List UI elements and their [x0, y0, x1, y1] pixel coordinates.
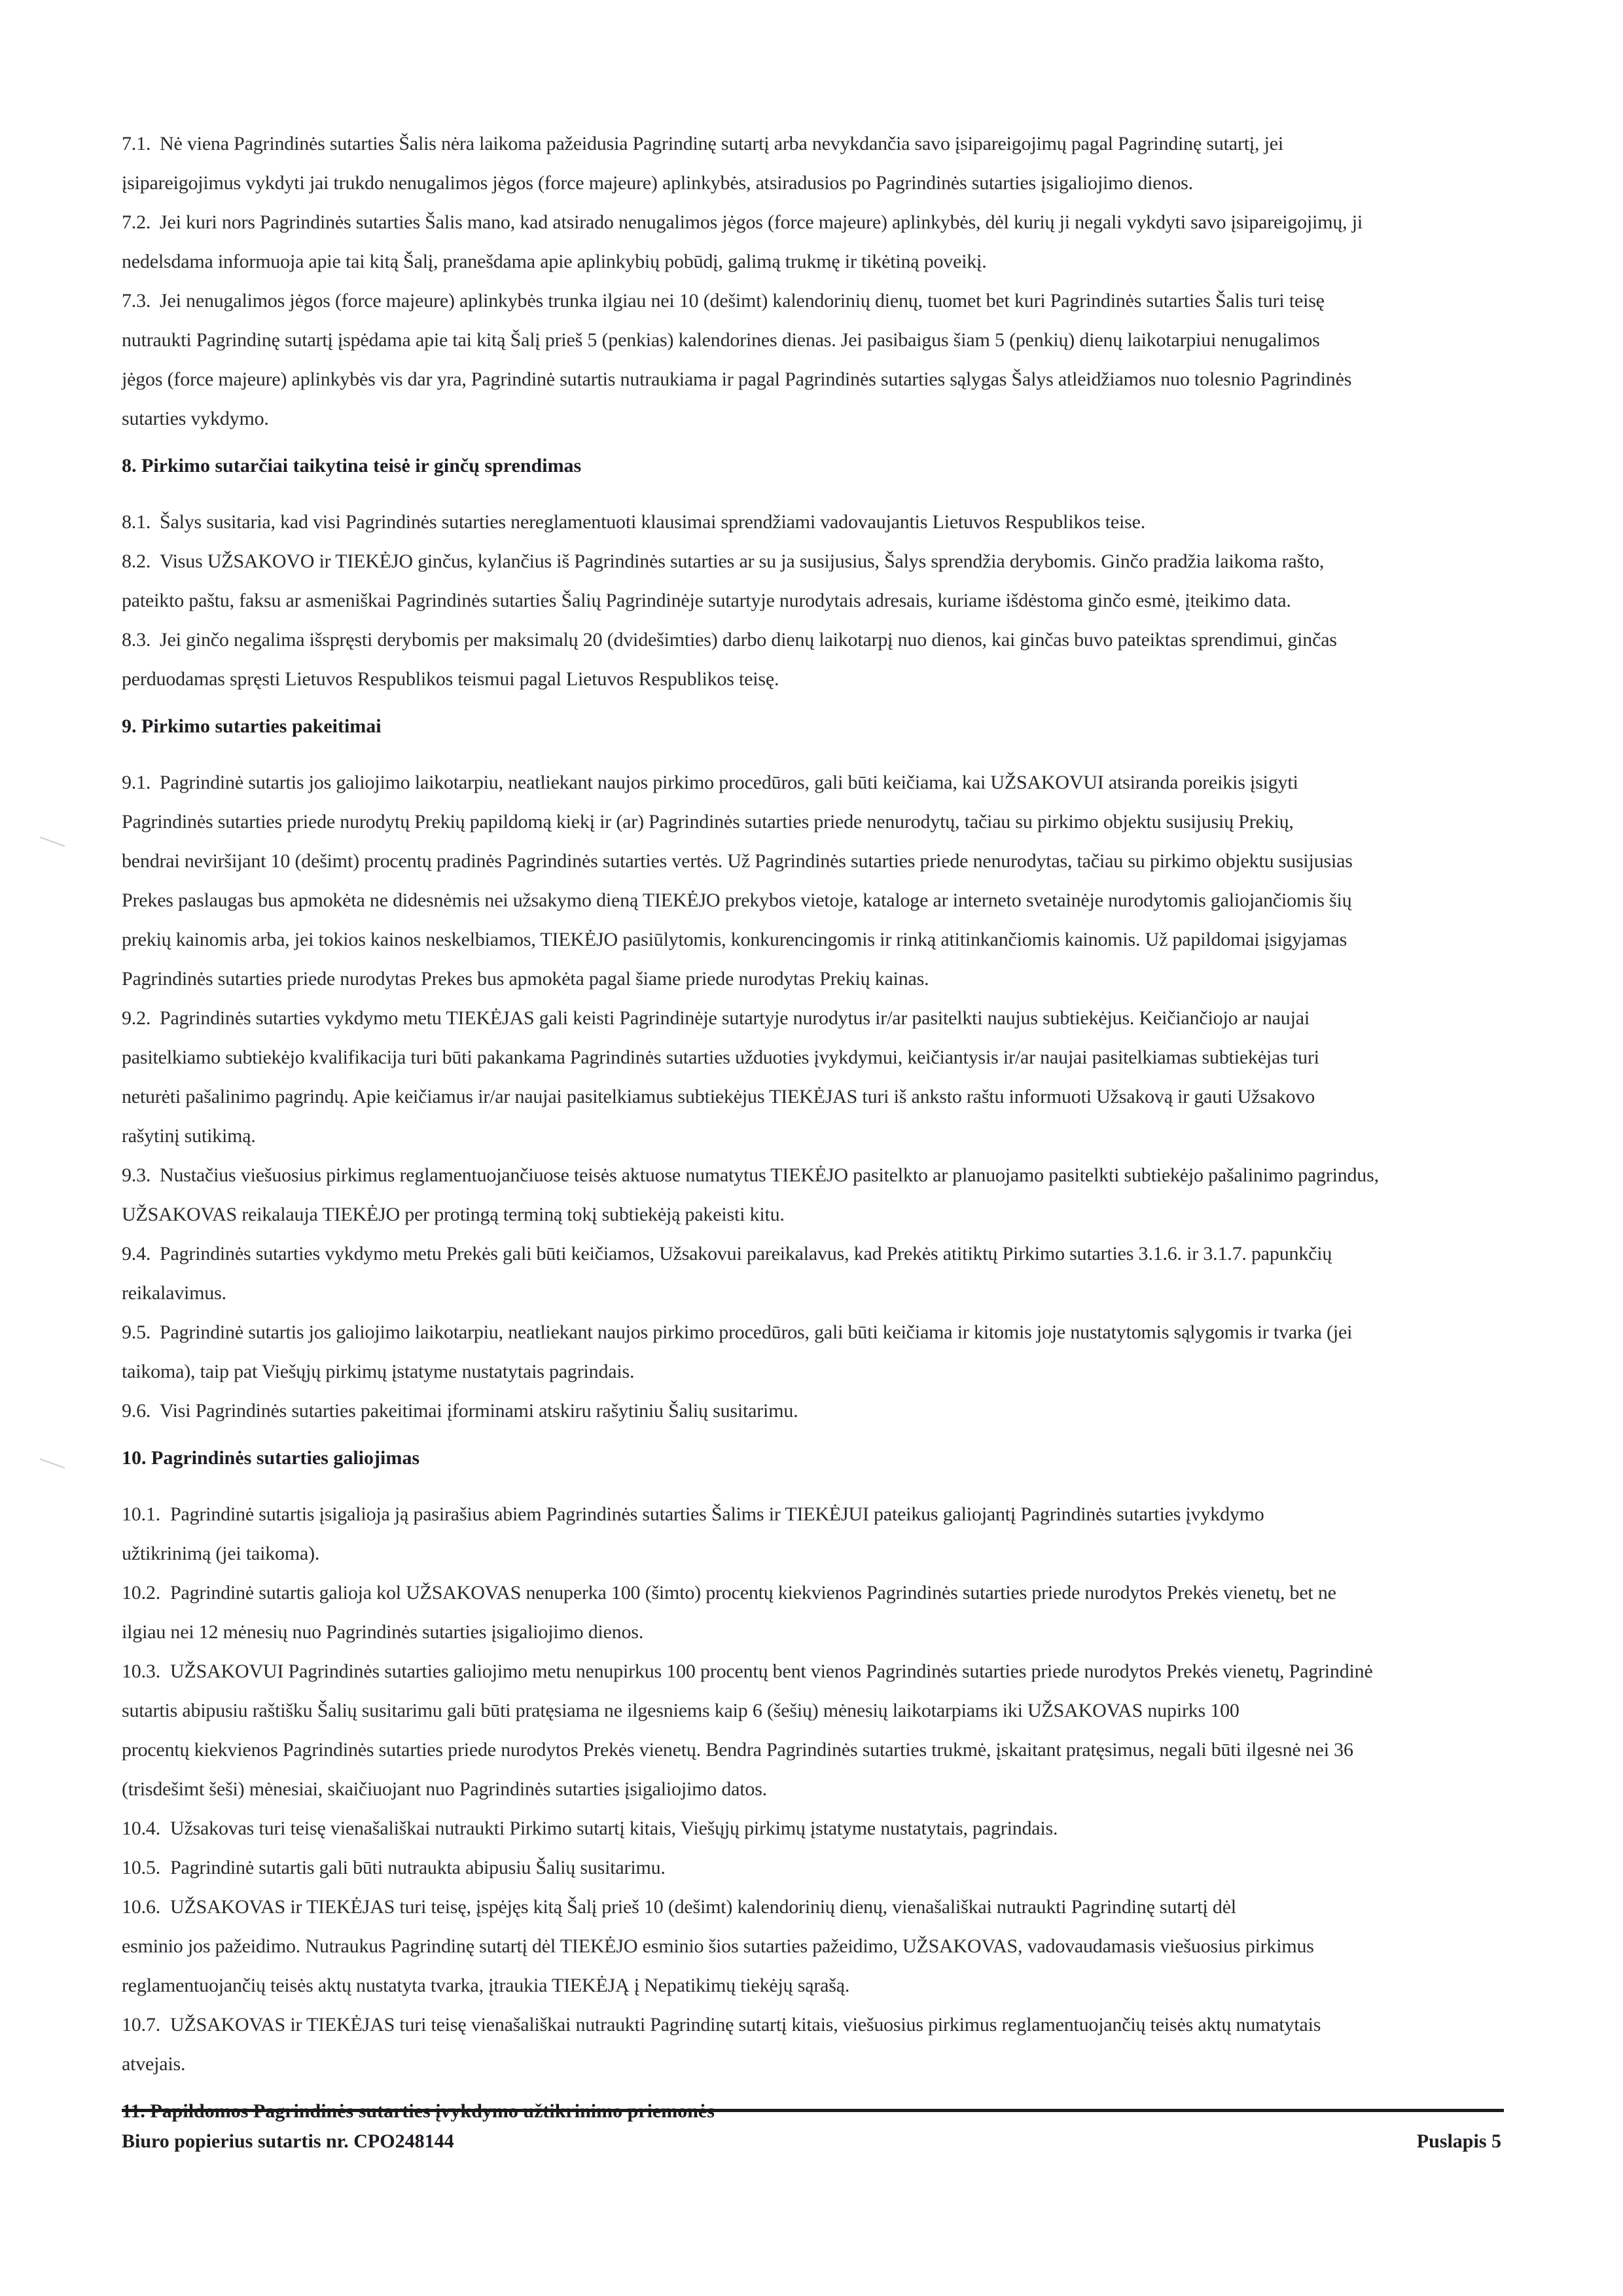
footer-page-number: Puslapis 5 [1416, 2130, 1501, 2152]
clause-number: 10.6. [122, 1896, 161, 1918]
clause-line [122, 842, 1509, 881]
clause-text: reikalavimus. [122, 1282, 226, 1304]
clause-number: 8.3. [122, 629, 151, 651]
clause-number: 10.4. [122, 1818, 161, 1839]
clause-text: Visus UŽSAKOVO ir TIEKĖJO ginčus, kylančius iš Pagrindinės sutarties ar su ja susijusius, Šalys sprendžia derybomis. Ginčo pradžia laikoma rašto, [160, 550, 1325, 572]
clause-line [122, 1613, 1509, 1652]
clause-text: Prekes paslaugas bus apmokėta ne didesnėmis nei užsakymo dieną TIEKĖJO prekybos vietoje, kataloge ar interneto svetainėje nurodytomis galiojančiomis šių [122, 889, 1352, 911]
clause-line [122, 802, 1509, 842]
clause-number: 9.1. [122, 772, 151, 793]
clause-text: perduodamas spręsti Lietuvos Respublikos teismui pagal Lietuvos Respublikos teisę. [122, 668, 779, 690]
clause-line [122, 1391, 1509, 1431]
clause-paragraph [122, 503, 1509, 542]
clause-text: sutarties vykdymo. [122, 408, 269, 429]
clause-text: procentų kiekvienos Pagrindinės sutarties priede nurodytos Prekės vienetų. Bendra Pagrindinės sutarties trukmė, įskaitant pratęsimus, negali būti ilgesnė nei 36 [122, 1739, 1353, 1761]
clause-text: UŽSAKOVAS ir TIEKĖJAS turi teisę vienašališkai nutraukti Pagrindinę sutartį kitais, viešuosius pirkimus reglamentuojančių teisės aktų numatytais [170, 2014, 1321, 2036]
section-heading: 10. Pagrindinės sutarties galiojimas [122, 1447, 419, 1469]
clause-line [122, 321, 1509, 360]
clause-line [122, 1573, 1509, 1613]
clause-text: Visi Pagrindinės sutarties pakeitimai įforminami atskiru rašytiniu Šalių susitarimu. [160, 1400, 798, 1422]
clause-number: 7.2. [122, 211, 151, 233]
clause-number: 9.2. [122, 1007, 151, 1029]
clause-line [122, 1888, 1509, 1927]
document-page [122, 124, 1509, 2125]
clause-text: Pagrindinė sutartis gali būti nutraukta abipusiu Šalių susitarimu. [170, 1857, 666, 1878]
section-heading: 8. Pirkimo sutarčiai taikytina teisė ir ginčų sprendimas [122, 455, 582, 476]
clause-number: 10.5. [122, 1857, 161, 1878]
clause-line [122, 1117, 1509, 1156]
clause-text: įsipareigojimus vykdyti jai trukdo nenugalimos jėgos (force majeure) aplinkybės, atsiradusios po Pagrindinės sutarties įsigaliojimo dienos. [122, 172, 1193, 194]
clause-paragraph [122, 1573, 1509, 1652]
footer-divider [122, 2109, 1504, 2112]
clause-line [122, 164, 1509, 203]
clause-paragraph [122, 1156, 1509, 1234]
clause-line [122, 2045, 1509, 2084]
clause-line [122, 503, 1509, 542]
clause-text: Pagrindinė sutartis galioja kol UŽSAKOVAS nenuperka 100 (šimto) procentų kiekvienos Pagrindinės sutarties priede nurodytos Prekės vienetų, bet ne [170, 1582, 1336, 1604]
clause-number: 10.3. [122, 1660, 161, 1682]
clause-text: (trisdešimt šeši) mėnesiai, skaičiuojant nuo Pagrindinės sutarties įsigaliojimo datos. [122, 1778, 767, 1800]
clause-text: jėgos (force majeure) aplinkybės vis dar yra, Pagrindinė sutartis nutraukiama ir pagal Pagrindinės sutarties sąlygas Šalys atleidžiamos nuo tolesnio Pagrindinės [122, 368, 1352, 390]
clause-line [122, 1809, 1509, 1848]
clause-line [122, 581, 1509, 620]
clause-number: 8.2. [122, 550, 151, 572]
clause-number: 9.5. [122, 1321, 151, 1343]
clause-paragraph [122, 1391, 1509, 1431]
clause-paragraph [122, 2005, 1509, 2084]
clause-text: Pagrindinė sutartis įsigalioja ją pasirašius abiem Pagrindinės sutarties Šalims ir TIEKĖJUI pateikus galiojantį Pagrindinės sutarties įvykdymo [170, 1503, 1264, 1525]
clause-line [122, 124, 1509, 164]
clause-line [122, 920, 1509, 960]
clause-number: 9.6. [122, 1400, 151, 1422]
clause-line [122, 1274, 1509, 1313]
clause-line [122, 1652, 1509, 1691]
clause-line [122, 2005, 1509, 2045]
clause-text: Užsakovas turi teisę vienašališkai nutraukti Pirkimo sutartį kitais, Viešųjų pirkimų įstatyme nustatytais, pagrindais. [170, 1818, 1058, 1839]
clause-paragraph [122, 620, 1509, 699]
clause-text: sutartis abipusiu raštišku Šalių susitarimu gali būti pratęsiama ne ilgesniems kaip 6 (šešių) mėnesių laikotarpiams iki UŽSAKOVAS nupirks 100 [122, 1700, 1240, 1721]
clause-text: taikoma), taip pat Viešųjų pirkimų įstatyme nustatytais pagrindais. [122, 1361, 635, 1382]
clause-line [122, 399, 1509, 439]
clause-line [122, 1770, 1509, 1809]
clause-line [122, 999, 1509, 1038]
clause-paragraph [122, 1848, 1509, 1888]
scan-artifact [40, 836, 65, 847]
clause-number: 9.3. [122, 1164, 151, 1186]
clause-text: UŽSAKOVAS reikalauja TIEKĖJO per protingą terminą tokį subtiekėją pakeisti kitu. [122, 1204, 785, 1225]
clause-number: 10.7. [122, 2014, 161, 2036]
clause-text: bendrai neviršijant 10 (dešimt) procentų pradinės Pagrindinės sutarties vertės. Už Pagrindinės sutarties priede nenurodytas, tačiau su pirkimo objektu susijusias [122, 850, 1353, 872]
clause-line [122, 1731, 1509, 1770]
clause-number: 8.1. [122, 511, 151, 533]
clause-line [122, 1927, 1509, 1966]
clause-text: ilgiau nei 12 mėnesių nuo Pagrindinės sutarties įsigaliojimo dienos. [122, 1621, 644, 1643]
clause-text: Pagrindinės sutarties priede nurodytas Prekes bus apmokėta pagal šiame priede nurodytas Prekių kainas. [122, 968, 929, 990]
clause-line [122, 203, 1509, 242]
clause-line [122, 660, 1509, 699]
clause-paragraph [122, 203, 1509, 281]
clause-number: 7.3. [122, 290, 151, 312]
clause-text: rašytinį sutikimą. [122, 1125, 256, 1147]
clause-line [122, 360, 1509, 399]
clause-paragraph [122, 763, 1509, 999]
clause-text: prekių kainomis arba, jei tokios kainos neskelbiamos, TIEKĖJO pasiūlytomis, konkurencingomis ir rinką atitinkančiomis kainomis. Už papildomai įsigyjamas [122, 929, 1347, 950]
clause-line [122, 1313, 1509, 1352]
clause-line [122, 1077, 1509, 1117]
clause-text: Nustačius viešuosius pirkimus reglamentuojančiuose teisės aktuose numatytus TIEKĖJO pasitelkto ar planuojamo pasitelkti subtiekėjo pašalinimo pagrindus, [160, 1164, 1379, 1186]
clause-text: esminio jos pažeidimo. Nutraukus Pagrindinę sutartį dėl TIEKĖJO esminio šios sutarties pažeidimo, UŽSAKOVAS, vadovaudamasis viešuosius pirkimus [122, 1935, 1314, 1957]
clause-paragraph [122, 542, 1509, 620]
footer-contract-number: Biuro popierius sutartis nr. CPO248144 [122, 2130, 454, 2152]
clause-paragraph [122, 1234, 1509, 1313]
clause-text: Nė viena Pagrindinės sutarties Šalis nėra laikoma pažeidusia Pagrindinę sutartį arba nevykdančia savo įsipareigojimų pagal Pagrindinę sutartį, jei [160, 133, 1283, 154]
clause-line [122, 1966, 1509, 2005]
section-8 [122, 453, 1509, 699]
clause-text: Šalys susitaria, kad visi Pagrindinės sutarties nereglamentuoti klausimai sprendžiami vadovaujantis Lietuvos Respublikos teise. [160, 511, 1145, 533]
clause-line [122, 960, 1509, 999]
clause-text: neturėti pašalinimo pagrindų. Apie keičiamus ir/ar naujai pasitelkiamus subtiekėjus TIEKĖJAS turi iš anksto raštu informuoti Užsakovą ir gauti Užsakovo [122, 1086, 1315, 1107]
scan-artifact [40, 1458, 65, 1469]
section-7 [122, 124, 1509, 439]
clause-paragraph [122, 124, 1509, 203]
clause-text: atvejais. [122, 2053, 186, 2075]
clause-text: UŽSAKOVAS ir TIEKĖJAS turi teisę, įspėjęs kitą Šalį prieš 10 (dešimt) kalendorinių dienų, vienašališkai nutraukti Pagrindinę sutartį dėl [170, 1896, 1236, 1918]
clause-paragraph [122, 1888, 1509, 2005]
clause-line [122, 1534, 1509, 1573]
clause-text: Jei kuri nors Pagrindinės sutarties Šalis mano, kad atsirado nenugalimos jėgos (force majeure) aplinkybės, dėl kurių ji negali vykdyti savo įsipareigojimų, ji [160, 211, 1363, 233]
clause-number: 10.2. [122, 1582, 161, 1604]
clause-line [122, 242, 1509, 281]
clause-line [122, 1038, 1509, 1077]
clause-number: 9.4. [122, 1243, 151, 1265]
section-heading: 9. Pirkimo sutarties pakeitimai [122, 715, 382, 737]
clause-text: Pagrindinė sutartis jos galiojimo laikotarpiu, neatliekant naujos pirkimo procedūros, gali būti keičiama, kai UŽSAKOVUI atsiranda poreikis įsigyti [160, 772, 1298, 793]
clause-text: Pagrindinė sutartis jos galiojimo laikotarpiu, neatliekant naujos pirkimo procedūros, gali būti keičiama ir kitomis joje nustatytomis sąlygomis ir tvarka (jei [160, 1321, 1353, 1343]
clause-line [122, 763, 1509, 802]
clause-paragraph [122, 1495, 1509, 1573]
clause-paragraph [122, 999, 1509, 1156]
clause-text: užtikrinimą (jei taikoma). [122, 1543, 320, 1564]
clause-line [122, 620, 1509, 660]
clause-line [122, 1848, 1509, 1888]
clause-line [122, 1352, 1509, 1391]
clause-text: pateikto paštu, faksu ar asmeniškai Pagrindinės sutarties Šalių Pagrindinėje sutartyje nurodytais adresais, kuriame išdėstoma ginčo esmė, įteikimo data. [122, 590, 1291, 611]
clause-text: reglamentuojančių teisės aktų nustatyta tvarka, įtraukia TIEKĖJĄ į Nepatikimų tiekėjų sąrašą. [122, 1975, 850, 1996]
clause-text: Jei ginčo negalima išspręsti derybomis per maksimalų 20 (dvidešimties) darbo dienų laikotarpį nuo dienos, kai ginčas buvo pateiktas sprendimui, ginčas [160, 629, 1337, 651]
clause-line [122, 281, 1509, 321]
clause-text: Jei nenugalimos jėgos (force majeure) aplinkybės trunka ilgiau nei 10 (dešimt) kalendorinių dienų, tuomet bet kuri Pagrindinės sutarties Šalis turi teisę [160, 290, 1325, 312]
clause-number: 7.1. [122, 133, 151, 154]
clause-line [122, 881, 1509, 920]
clause-paragraph [122, 281, 1509, 439]
section-10 [122, 1445, 1509, 2084]
section-9 [122, 713, 1509, 1431]
clause-text: Pagrindinės sutarties vykdymo metu TIEKĖJAS gali keisti Pagrindinėje sutartyje nurodytus ir/ar pasitelkti naujus subtiekėjus. Keičiančiojo ar naujai [160, 1007, 1310, 1029]
clause-number: 10.1. [122, 1503, 161, 1525]
clause-line [122, 1495, 1509, 1534]
clause-line [122, 1234, 1509, 1274]
clause-line [122, 1195, 1509, 1234]
clause-text: nedelsdama informuoja apie tai kitą Šalį, pranešdama apie aplinkybių pobūdį, galimą trukmę ir tikėtiną poveikį. [122, 251, 987, 272]
clause-text: Pagrindinės sutarties priede nurodytų Prekių papildomą kiekį ir (ar) Pagrindinės sutarties priede nenurodytų, tačiau su pirkimo objektu susijusių Prekių, [122, 811, 1294, 833]
clause-paragraph [122, 1652, 1509, 1809]
clause-text: UŽSAKOVUI Pagrindinės sutarties galiojimo metu nenupirkus 100 procentų bent vienos Pagrindinės sutarties priede nurodytos Prekės vienetų, Pagrindinė [170, 1660, 1373, 1682]
clause-line [122, 1156, 1509, 1195]
clause-line [122, 542, 1509, 581]
clause-text: pasitelkiamo subtiekėjo kvalifikacija turi būti pakankama Pagrindinės sutarties užduoties įvykdymui, keičiantysis ir/ar naujai pasitelkiamas subtiekėjas turi [122, 1047, 1319, 1068]
clause-paragraph [122, 1313, 1509, 1391]
clause-text: Pagrindinės sutarties vykdymo metu Prekės gali būti keičiamos, Užsakovui pareikalavus, kad Prekės atitiktų Pirkimo sutarties 3.1.6. ir 3.1.7. papunkčių [160, 1243, 1332, 1265]
clause-paragraph [122, 1809, 1509, 1848]
clause-text: nutraukti Pagrindinę sutartį įspėdama apie tai kitą Šalį prieš 5 (penkias) kalendorines dienas. Jei pasibaigus šiam 5 (penkių) dienų laikotarpiui nenugalimos [122, 329, 1320, 351]
clause-line [122, 1691, 1509, 1731]
